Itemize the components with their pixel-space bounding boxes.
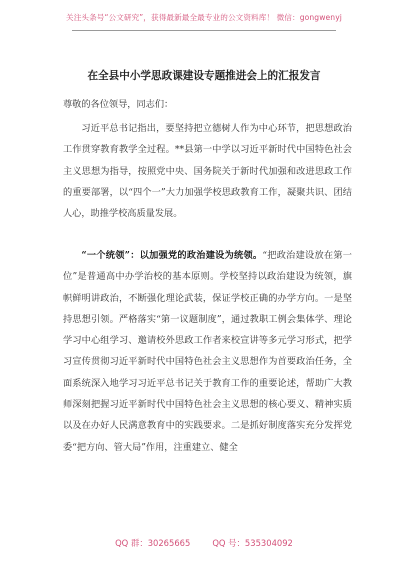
document-title: 在全县中小学思政课建设专题推进会上的汇报发言 [87, 70, 321, 82]
paragraph-unified-leadership [63, 245, 352, 458]
footer-qq-group: QQ 群：30265665 [115, 538, 191, 548]
paragraph-lead-heading: “一个统领”：以加强党的政治建设为统领。 [81, 250, 263, 261]
header-divider [72, 30, 336, 31]
salutation: 尊敬的各位领导，同志们： [63, 99, 174, 110]
footer-qq-number: QQ 号：535304092 [212, 538, 293, 548]
paragraph-unified-leadership-text: “把政治建设放在第一位”是普通高中办学治校的基本原则。学校坚持以政治建设为统领，旗帜鲜明讲政治，不断强化理论武装，保证学校正确的办学方向。一是坚持思想引领。严格落实“第一议题制度”，通过教职工例会集体学、理论学习中心组学习、邀请校外思政工作者来校宣讲等多元学习形式，把学习宣传贯彻习近平新时代中国特色社会主义思想作为首要政治任务，全面系统深入地学习习近平总书记关于教育工作的重要论述，帮助广大教师深刻把握习近平新时代中国特色社会主义思想的核心要义、精神实质以及在办好人民满意教育中的实践要求。二是抓好制度落实充分发挥党委“把方向、管大局”作用，注重建立、健全 [63, 250, 352, 453]
header-banner: 关注头条号“公文研究”，获得最新最全最专业的公文资料库！ 微信：gongwenyj [66, 13, 342, 22]
paragraph-intro-text: 习近平总书记指出，要坚持把立德树人作为中心环节，把思想政治工作贯穿教育教学全过程。**县第一中学以习近平新时代中国特色社会主义思想为指导，按照党中央、国务院关于新时代加强和改进思政工作的重要部署，以“四个一”大力加强学校思政教育工作，凝聚共识、团结人心，助推学校高质量发展。 [63, 123, 352, 220]
footer-contact [0, 537, 408, 549]
paragraph-intro [63, 118, 352, 224]
